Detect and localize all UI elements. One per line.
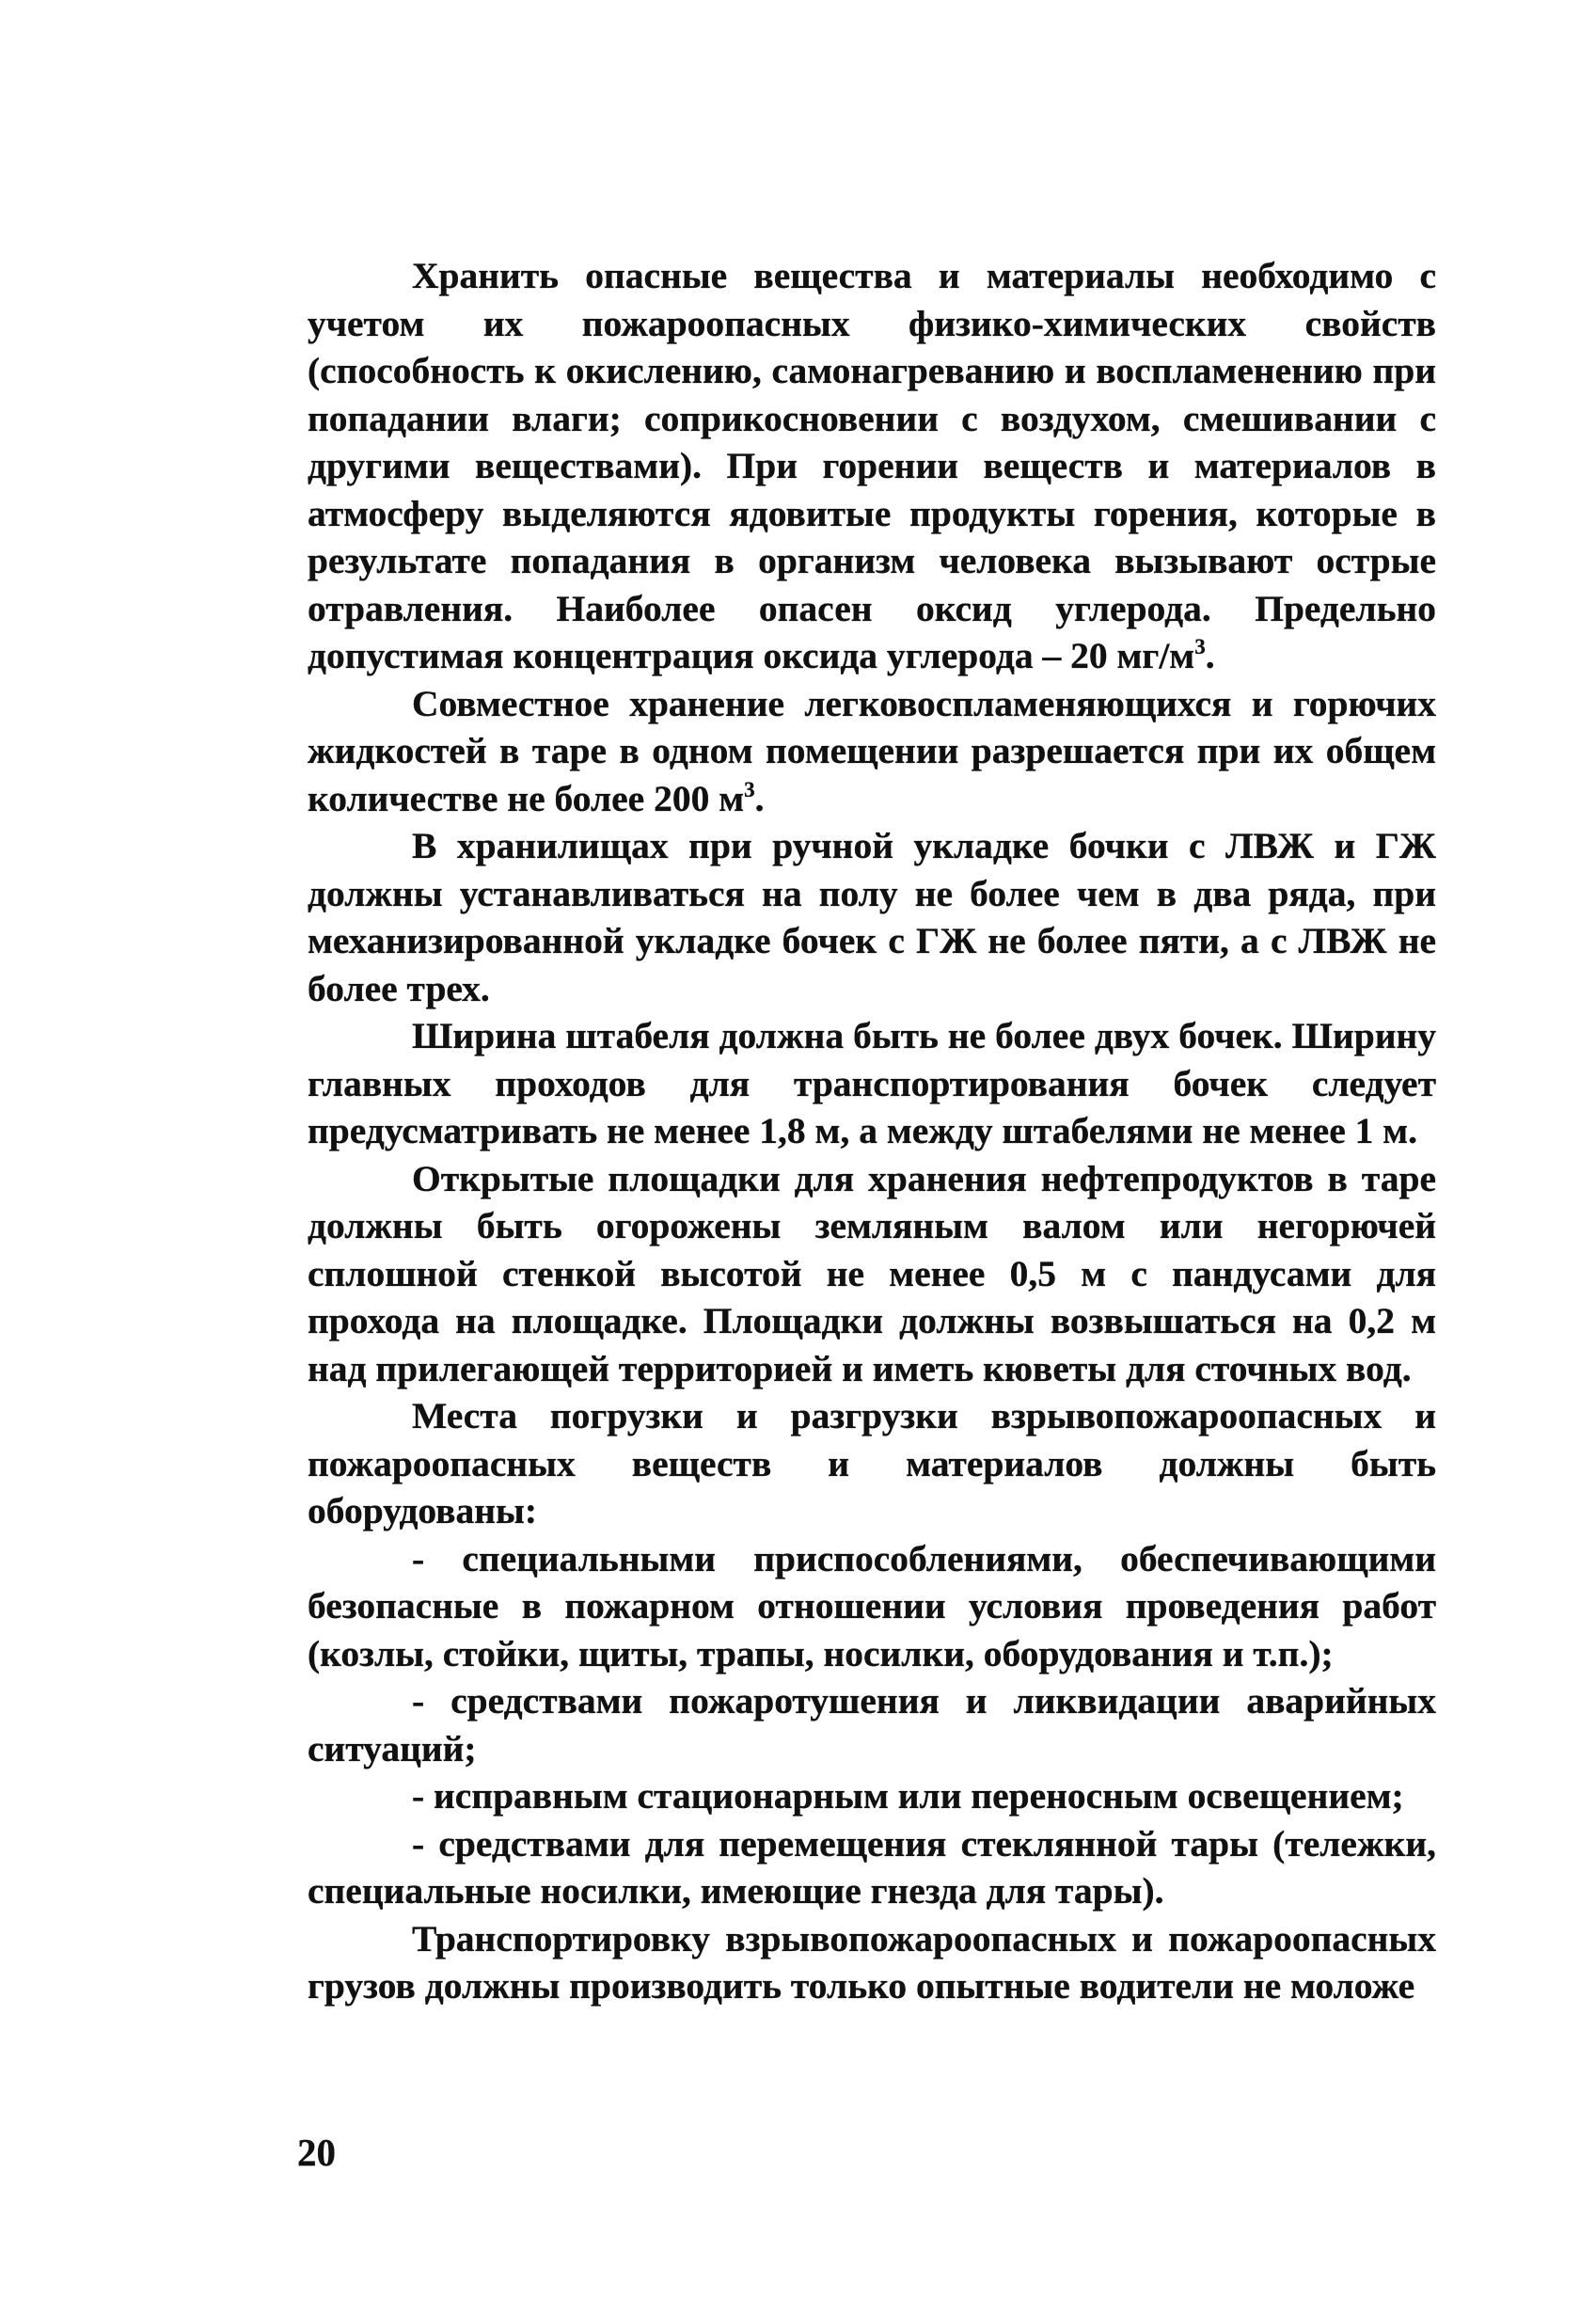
paragraph-joint-storage: Совместное хранение легковоспламеняющихся и горючих жидкостей в таре в одном помещении разрешается при их общем количестве не более 200 $м^3$.	[308, 682, 1436, 819]
paragraph-stack-width: Ширина штабеля должна быть не более двух бочек. Ширину главных проходов для транспортирования бочек следует предусматривать не менее 1,8 м, а между штабелями не менее 1 м.	[308, 1015, 1436, 1151]
list-item-devices: - специальными приспособлениями, обеспечивающими безопасные в пожарном отношении условия проведения работ (козлы, стойки, щиты, трапы, носилки, оборудования и т.п.);	[308, 1537, 1436, 1674]
paragraph-storage-hazards: Хранить опасные вещества и материалы необходимо с учетом их пожароопасных физико-химических свойств (способность к окислению, самонагреванию и воспламенению при попадании влаги; соприкосновении с воздухом, смешивании с другими веществами). При горении веществ и материалов в атмосферу выделяются ядовитые продукты горения, которые в результате попадания в организм человека вызывают острые отравления. Наиболее опасен оксид углерода. Предельно допустимая концентрация оксида углерода – 20 $мг/м^3$.	[308, 255, 1436, 676]
superscript-cubic: 3	[744, 777, 755, 801]
superscript-cubic: 3	[1194, 635, 1206, 658]
page-body	[308, 252, 1436, 2010]
list-item-lighting: - исправным стационарным или переносным освещением;	[412, 1775, 1404, 1816]
list-item-glass-containers: - средствами для перемещения стеклянной тары (тележки, специальные носилки, имеющие гнезда для тары).	[308, 1822, 1436, 1911]
paragraph-transportation: Транспортировку взрывопожароопасных и пожароопасных грузов должны производить только опытные водители не моложе	[308, 1917, 1436, 2007]
list-item-firefighting: - средствами пожаротушения и ликвидации аварийных ситуаций;	[308, 1680, 1436, 1769]
paragraph-loading-places: Места погрузки и разгрузки взрывопожароопасных и пожароопасных веществ и материалов должны быть оборудованы:	[308, 1395, 1436, 1531]
page-number: 20	[297, 2131, 336, 2174]
paragraph-barrel-stacking: В хранилищах при ручной укладке бочки с ЛВЖ и ГЖ должны устанавливаться на полу не более чем в два ряда, при механизированной укладке бочек с ГЖ не более пяти, а с ЛВЖ не более трех.	[308, 825, 1436, 1009]
paragraph-open-areas: Открытые площадки для хранения нефтепродуктов в таре должны быть огорожены земляным валом или негорючей сплошной стенкой высотой не менее 0,5 м с пандусами для прохода на площадке. Площадки должны возвышаться на 0,2 м над прилегающей территорией и иметь кюветы для сточных вод.	[308, 1157, 1436, 1389]
